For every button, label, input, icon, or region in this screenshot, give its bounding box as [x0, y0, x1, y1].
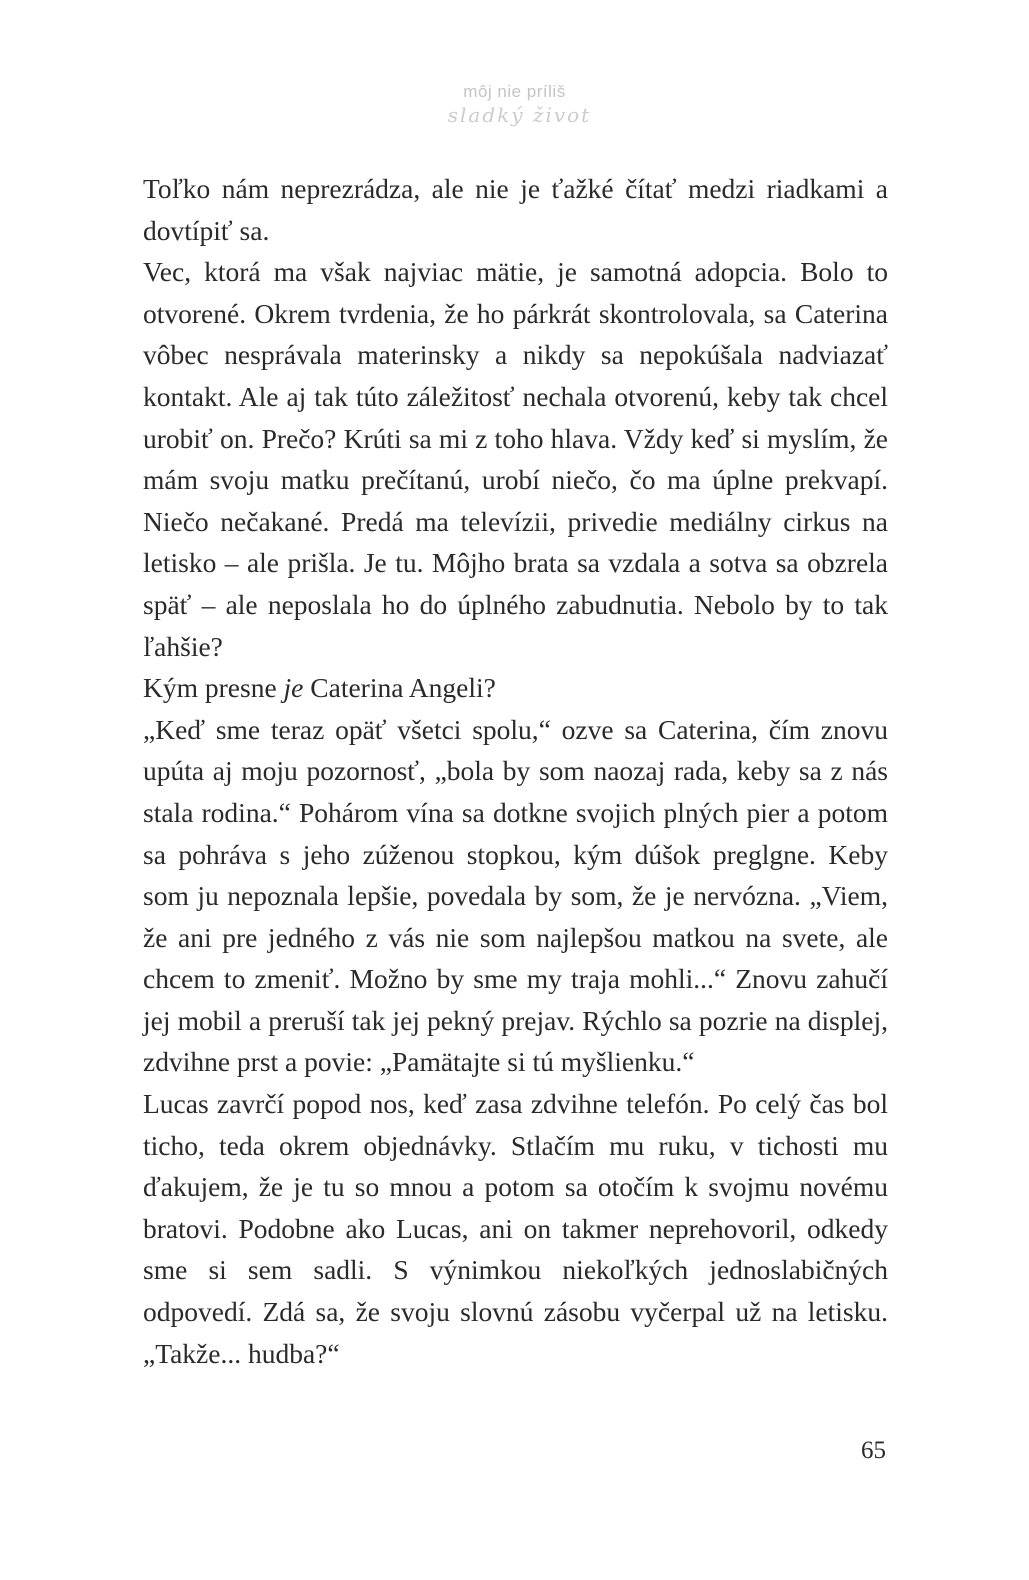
- paragraph-5: Lucas zavrčí popod nos, keď zasa zdvihne telefón. Po celý čas bol ticho, teda okrem objednávky. Stlačím mu ruku, v tichosti mu ďakujem, že je tu so mnou a potom sa otočím k svojmu novému bratovi. Podobne ako Lucas, ani on takmer neprehovoril, odkedy sme si sem sadli. S výnimkou niekoľkých jednoslabičných odpovedí. Zdá sa, že svoju slovnú zásobu vyčerpal už na letisku. „Takže... hudba?“: [143, 1088, 888, 1369]
- running-header: [0, 82, 1029, 128]
- paragraph-2: Vec, ktorá ma však najviac mätie, je samotná adopcia. Bolo to otvorené. Okrem tvrdenia, že ho párkrát skontrolovala, sa Caterina vôbec nesprávala materinsky a nikdy sa nepokúšala nadviazať kontakt. Ale aj tak túto záležitosť nechala otvorenú, keby tak chcel urobiť on. Prečo? Krúti sa mi z toho hlava. Vždy keď si myslím, že mám svoju matku prečítanú, urobí niečo, čo ma úplne prekvapí. Niečo nečakané. Predá ma televízii, privedie mediálny cirkus na letisko – ale prišla. Je tu. Môjho brata sa vzdala a sotva sa obzrela späť – ale neposlala ho do úplného zabudnutia. Nebolo by to tak ľahšie?: [143, 256, 888, 662]
- paragraph-3-before: Kým presne: [143, 672, 284, 704]
- paragraph-3: [143, 667, 888, 709]
- paragraph-3-after: Caterina Angeli?: [303, 672, 496, 704]
- paragraph-4: „Keď sme teraz opäť všetci spolu,“ ozve sa Caterina, čím znovu upúta aj moju pozornosť, „bola by som naozaj rada, keby sa z nás stala rodina.“ Pohárom vína sa dotkne svojich plných pier a potom sa pohráva s jeho zúženou stopkou, kým dúšok preglgne. Keby som ju nepoznala lepšie, povedala by som, že je nervózna. „Viem, že ani pre jedného z vás nie som najlepšou matkou na svete, ale chcem to zmeniť. Možno by sme my traja mohli...“ Znovu zahučí jej mobil a preruší tak jej pekný prejav. Rýchlo sa pozrie na displej, zdvihne prst a povie: „Pamätajte si tú myšlienku.“: [143, 713, 888, 1078]
- body-text: [143, 168, 888, 1374]
- header-title-line2: sladký život: [447, 103, 592, 127]
- paragraph-3-emphasis: je: [283, 672, 304, 704]
- page-number: 65: [861, 1437, 886, 1464]
- paragraph-1: Toľko nám neprezrádza, ale nie je ťažké čítať medzi riadkami a dovtípiť sa.: [143, 173, 888, 246]
- header-title-line1: môj nie príliš: [463, 82, 566, 101]
